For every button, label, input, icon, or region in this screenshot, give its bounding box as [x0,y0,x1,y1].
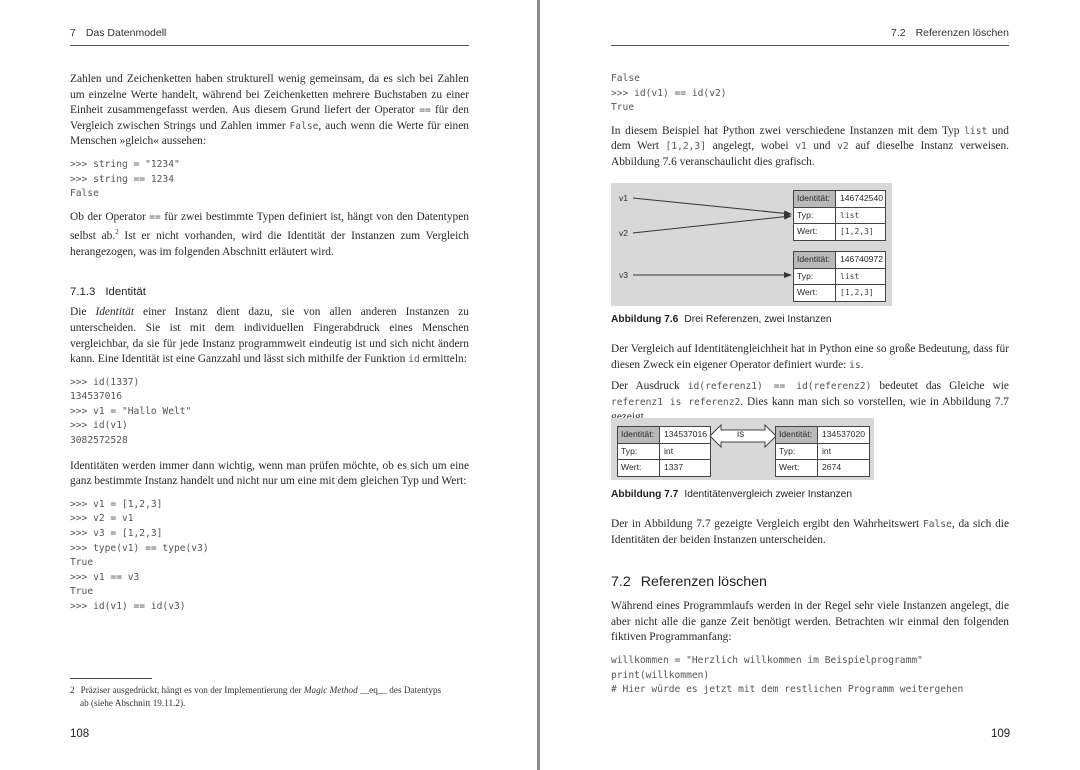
code-block: willkommen = "Herzlich willkommen im Beispielprogramm" print(willkommen) # Hier würde es jetzt mit dem restlichen Programm weitergehen [611,654,964,696]
footnote-ref[interactable]: 2 [115,228,119,237]
chapter-number: 7 [70,27,76,39]
arrow-v1 [633,198,791,214]
section-number: 7.2 [890,27,906,39]
paragraph: In diesem Beispiel hat Python zwei verschiedene Instanzen mit dem Typ list und dem Wert [1,2,3] angelegt, wobei v1 und v2 auf dieselbe Instanz verweisen. Abbildung 7.6 veranschaulicht dies grafisch. [611,124,1010,168]
right-page [540,0,1080,770]
paragraph: Der Vergleich auf Identitätengleichheit hat in Python eine so große Bedeutung, dass für diesen Zweck ein eigener Operator definiert wurde: is. [611,343,1009,371]
section-heading: 7.1.3 Identität [70,286,146,299]
section-title: Referenzen löschen [915,27,1009,39]
right-running-head [611,27,1009,46]
right-content-middle [611,342,1009,426]
reference-label: v3 [619,270,629,280]
figure-caption: Abbildung 7.7 Identitätenvergleich zweier Instanzen [611,489,852,500]
arrow-v2 [633,216,791,233]
footnote-divider [70,678,152,679]
section-heading: 7.2 Referenzen löschen [611,574,767,591]
page-number: 109 [991,728,1011,740]
paragraph: Während eines Programmlaufs werden in der Regel sehr viele Instanzen angelegt, die aber nicht alle die ganze Zeit benötigt werden. Betrachten wir einmal den folgenden fiktiven Programmanfang: [611,600,1009,644]
paragraph: Der Ausdruck id(referenz1) == id(referenz2) bedeutet das Gleiche wie referenz1 is referenz2. Dies kann man sich so vorstellen, wie in Abbildung 7.7 [611,380,1010,408]
page-number: 108 [70,728,90,740]
instance-box: Identität: 146742540 Typ: list Wert: [1,2,3] [793,190,886,241]
footnote: 2 Präziser ausgedrückt, hängt es von der Implementierung der Magic Method __eq__ des Datentyps ab (siehe Abschnitt 19.11.2). [70,685,442,708]
paragraph: Der in Abbildung 7.7 gezeigte Vergleich ergibt den Wahrheitswert False, da sich die Identitäten der beiden Instanzen unterscheiden. [611,518,1010,546]
paragraph: Die Identität einer Instanz dient dazu, sie von allen anderen Instanzen zu unterscheiden. Sie ist mit dem individuellen Fingerabdruck eines Menschen vergleichbar, da sie für jede Instanz programmweit eindeutig ist und sich nicht ändern kann. Eine Identität ist eine Ganzzahl und lässt sich mithilfe der Funktion id ermitteln: [70,306,469,366]
code-block: False >>> id(v1) == id(v2) True [611,73,727,114]
left-running-head [70,27,469,46]
is-operator-label: is [737,429,745,440]
figure-three-references [611,183,892,306]
code-block: >>> string = "1234" >>> string == 1234 False [70,158,180,200]
right-content [611,72,1009,171]
paragraph: Ob der Operator == für zwei bestimmte Typen definiert ist, hängt von den Datentypen selbst ab.$^2$ Ist er nicht vorhanden, wird die Identität der Instanzen zum Vergleich herangezogen, was im folgenden Abschnitt erläutert wird. [70,210,469,258]
instance-box: Identität: 134537016 Typ: int Wert: 1337 [617,426,711,477]
figure-caption: Abbildung 7.6 Drei Referenzen, zwei Instanzen [611,314,832,325]
chapter-title: Das Datenmodell [85,27,167,39]
paragraph: Identitäten werden immer dann wichtig, wenn man prüfen möchte, ob es sich um eine ganz bestimmte Instanz handelt und nicht nur um eine mit dem gleichen Typ und Wert: [70,459,469,488]
reference-label: v1 [619,193,629,203]
code-block: >>> id(1337) 134537016 >>> v1 = "Hallo Welt" >>> id(v1) 3082572528 [70,376,192,447]
figure-identity-comparison [611,418,874,480]
paragraph: Zahlen und Zeichenketten haben strukturell wenig gemeinsam, da es sich bei Zahlen um einzelne Werte handelt, während bei Zeichenketten mehrere Buchstaben zu einer Einheit zusammengefasst werden. Aus diesem Grund liefert der Operator == für den Vergleich zwischen Strings und Zahlen immer False, auch wenn die Werte für einen Menschen »gleich« aussehen: [70,73,469,148]
instance-box: Identität: 134537020 Typ: int Wert: 2674 [775,426,870,477]
right-content-lower [611,517,1009,698]
reference-label: v2 [619,228,629,238]
left-content [70,72,469,615]
instance-box: Identität: 146740972 Typ: list Wert: [1,2,3] [793,251,886,302]
left-page [0,0,538,770]
code-block: >>> v1 = [1,2,3] >>> v2 = v1 >>> v3 = [1,2,3] >>> type(v1) == type(v3) True >>> v1 == v3 True >>> id(v1) == id(v3) [70,498,209,613]
